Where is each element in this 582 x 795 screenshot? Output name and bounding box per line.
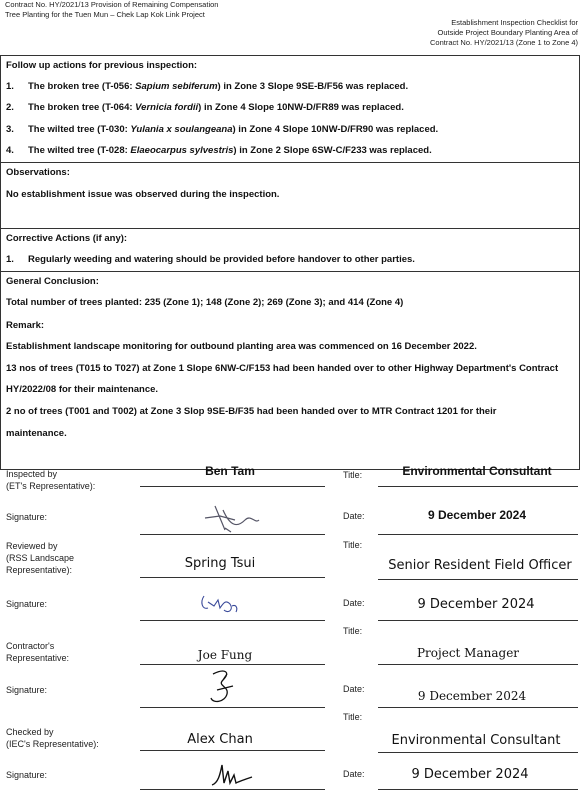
remark-label: Remark: <box>6 320 45 331</box>
label-line: Inspected by <box>6 469 58 479</box>
inspected-by-label <box>6 468 95 492</box>
item-text-pre: The broken tree (T-056: <box>28 81 136 92</box>
title-line <box>378 579 578 580</box>
species-name: Yulania x soulangeana <box>130 124 233 135</box>
corrective-actions-title: Corrective Actions (if any): <box>6 233 128 244</box>
contractor-name: Joe Fung <box>197 648 253 662</box>
title-label: Title: <box>343 540 363 550</box>
remark-text: HY/2022/08 for their maintenance. <box>6 384 159 395</box>
item-text-post: ) in Zone 4 Slope 10NW-D/FR90 was replaced. <box>232 124 439 135</box>
signature-line <box>140 707 325 708</box>
corrective-action-item <box>6 254 415 265</box>
review-date: 9 December 2024 <box>417 597 535 612</box>
date-label: Date: <box>343 511 365 521</box>
title-line <box>378 752 578 753</box>
title-line <box>378 664 578 665</box>
item-text-pre: The broken tree (T-064: <box>28 102 136 113</box>
item-number: 3. <box>6 124 14 135</box>
contract-line: Contract No. HY/2021/13 Provision of Remaining Compensation <box>5 0 219 9</box>
title-label: Title: <box>343 470 363 480</box>
item-text-post: ) in Zone 4 Slope 10NW-D/FR89 was replaced. <box>198 102 404 113</box>
species-name: Vernicia fordii <box>135 102 199 113</box>
label-line: (IEC's Representative): <box>6 739 99 749</box>
remark-text: maintenance. <box>6 428 67 439</box>
species-name: Elaeocarpus sylvestris <box>130 145 234 156</box>
follow-up-item <box>6 102 404 113</box>
date-line <box>378 534 578 535</box>
item-text-pre: The wilted tree (T-030: <box>28 124 131 135</box>
reviewed-by-label <box>6 540 74 576</box>
signature-line <box>140 534 325 535</box>
item-number: 1. <box>6 81 14 92</box>
observations-title: Observations: <box>6 167 70 178</box>
corrective-action-text: Regularly weeding and watering should be provided before handover to other parties. <box>28 254 415 265</box>
document-header-left <box>5 0 218 20</box>
date-line <box>378 620 578 621</box>
item-text-post: ) in Zone 3 Slope 9SE-B/F56 was replaced. <box>217 81 409 92</box>
checked-by-label <box>6 726 99 750</box>
checklist-title-line2: Outside Project Boundary Planting Area of <box>437 28 578 37</box>
inspector-signature <box>195 498 265 536</box>
signature-line <box>140 620 325 621</box>
follow-up-item <box>6 145 432 156</box>
date-label: Date: <box>343 684 365 694</box>
date-label: Date: <box>343 769 365 779</box>
name-line <box>140 750 325 751</box>
contractor-signature <box>203 664 243 708</box>
item-text-post: ) in Zone 2 Slope 6SW-C/F233 was replaced. <box>233 145 432 156</box>
signature-label: Signature: <box>6 599 48 609</box>
signature-line <box>140 789 325 790</box>
label-line: Representative: <box>6 653 70 663</box>
reviewer-signature <box>196 588 246 616</box>
title-label: Title: <box>343 712 363 722</box>
date-line <box>378 707 578 708</box>
reviewer-title: Senior Resident Field Officer <box>388 558 572 573</box>
species-name: Sapium sebiferum <box>135 81 218 92</box>
item-number: 4. <box>6 145 14 156</box>
item-text-pre: The wilted tree (T-028: <box>28 145 131 156</box>
name-line <box>140 486 325 487</box>
label-line: Checked by <box>6 727 54 737</box>
divider <box>0 228 580 229</box>
title-line <box>378 486 578 487</box>
label-line: Contractor's <box>6 641 55 651</box>
total-trees-text: Total number of trees planted: 235 (Zone 1); 148 (Zone 2); 269 (Zone 3); and 414 (Zone 4) <box>6 297 404 308</box>
inspection-date: 9 December 2024 <box>427 508 527 522</box>
date-label: Date: <box>343 598 365 608</box>
inspector-name: Ben Tam <box>205 464 255 478</box>
checker-title: Environmental Consultant <box>391 733 561 748</box>
checker-signature <box>208 755 258 789</box>
checklist-title-line1: Establishment Inspection Checklist for <box>451 18 578 27</box>
document-header-right <box>430 18 578 48</box>
signature-label: Signature: <box>6 770 48 780</box>
follow-up-item <box>6 124 438 135</box>
contractor-date: 9 December 2024 <box>417 689 527 703</box>
divider <box>0 162 580 163</box>
project-line: Tree Planting for the Tuen Mun – Chek Lap Kok Link Project <box>5 10 205 19</box>
checker-name: Alex Chan <box>187 732 253 747</box>
checklist-title-line3: Contract No. HY/2021/13 (Zone 1 to Zone 4) <box>430 38 578 47</box>
contractor-title: Project Manager <box>416 646 520 660</box>
checked-date: 9 December 2024 <box>411 767 529 782</box>
follow-up-title: Follow up actions for previous inspection: <box>6 60 198 71</box>
label-line: Reviewed by <box>6 541 58 551</box>
reviewer-name: Spring Tsui <box>184 556 256 571</box>
label-line: (ET's Representative): <box>6 481 96 491</box>
remark-text: 13 nos of trees (T015 to T027) at Zone 1 Slope 6NW-C/F153 had been handed over to other Highway Department's Contract <box>6 363 559 374</box>
label-line: (RSS Landscape <box>6 553 75 563</box>
general-conclusion-title: General Conclusion: <box>6 276 99 287</box>
observations-text: No establishment issue was observed during the inspection. <box>6 189 280 200</box>
name-line <box>140 577 325 578</box>
remark-text: 2 no of trees (T001 and T002) at Zone 3 Slop 9SE-B/F35 had been handed over to MTR Contract 1201 for their <box>6 406 497 417</box>
inspector-title: Environmental Consultant <box>402 464 552 478</box>
label-line: Representative): <box>6 565 73 575</box>
signature-label: Signature: <box>6 512 48 522</box>
item-number: 1. <box>6 254 14 265</box>
remark-text: Establishment landscape monitoring for outbound planting area was commenced on 16 December 2022. <box>6 341 477 352</box>
contractor-rep-label <box>6 640 69 664</box>
title-label: Title: <box>343 626 363 636</box>
date-line <box>378 789 578 790</box>
follow-up-item <box>6 81 408 92</box>
signature-label: Signature: <box>6 685 48 695</box>
divider <box>0 271 580 272</box>
item-number: 2. <box>6 102 14 113</box>
